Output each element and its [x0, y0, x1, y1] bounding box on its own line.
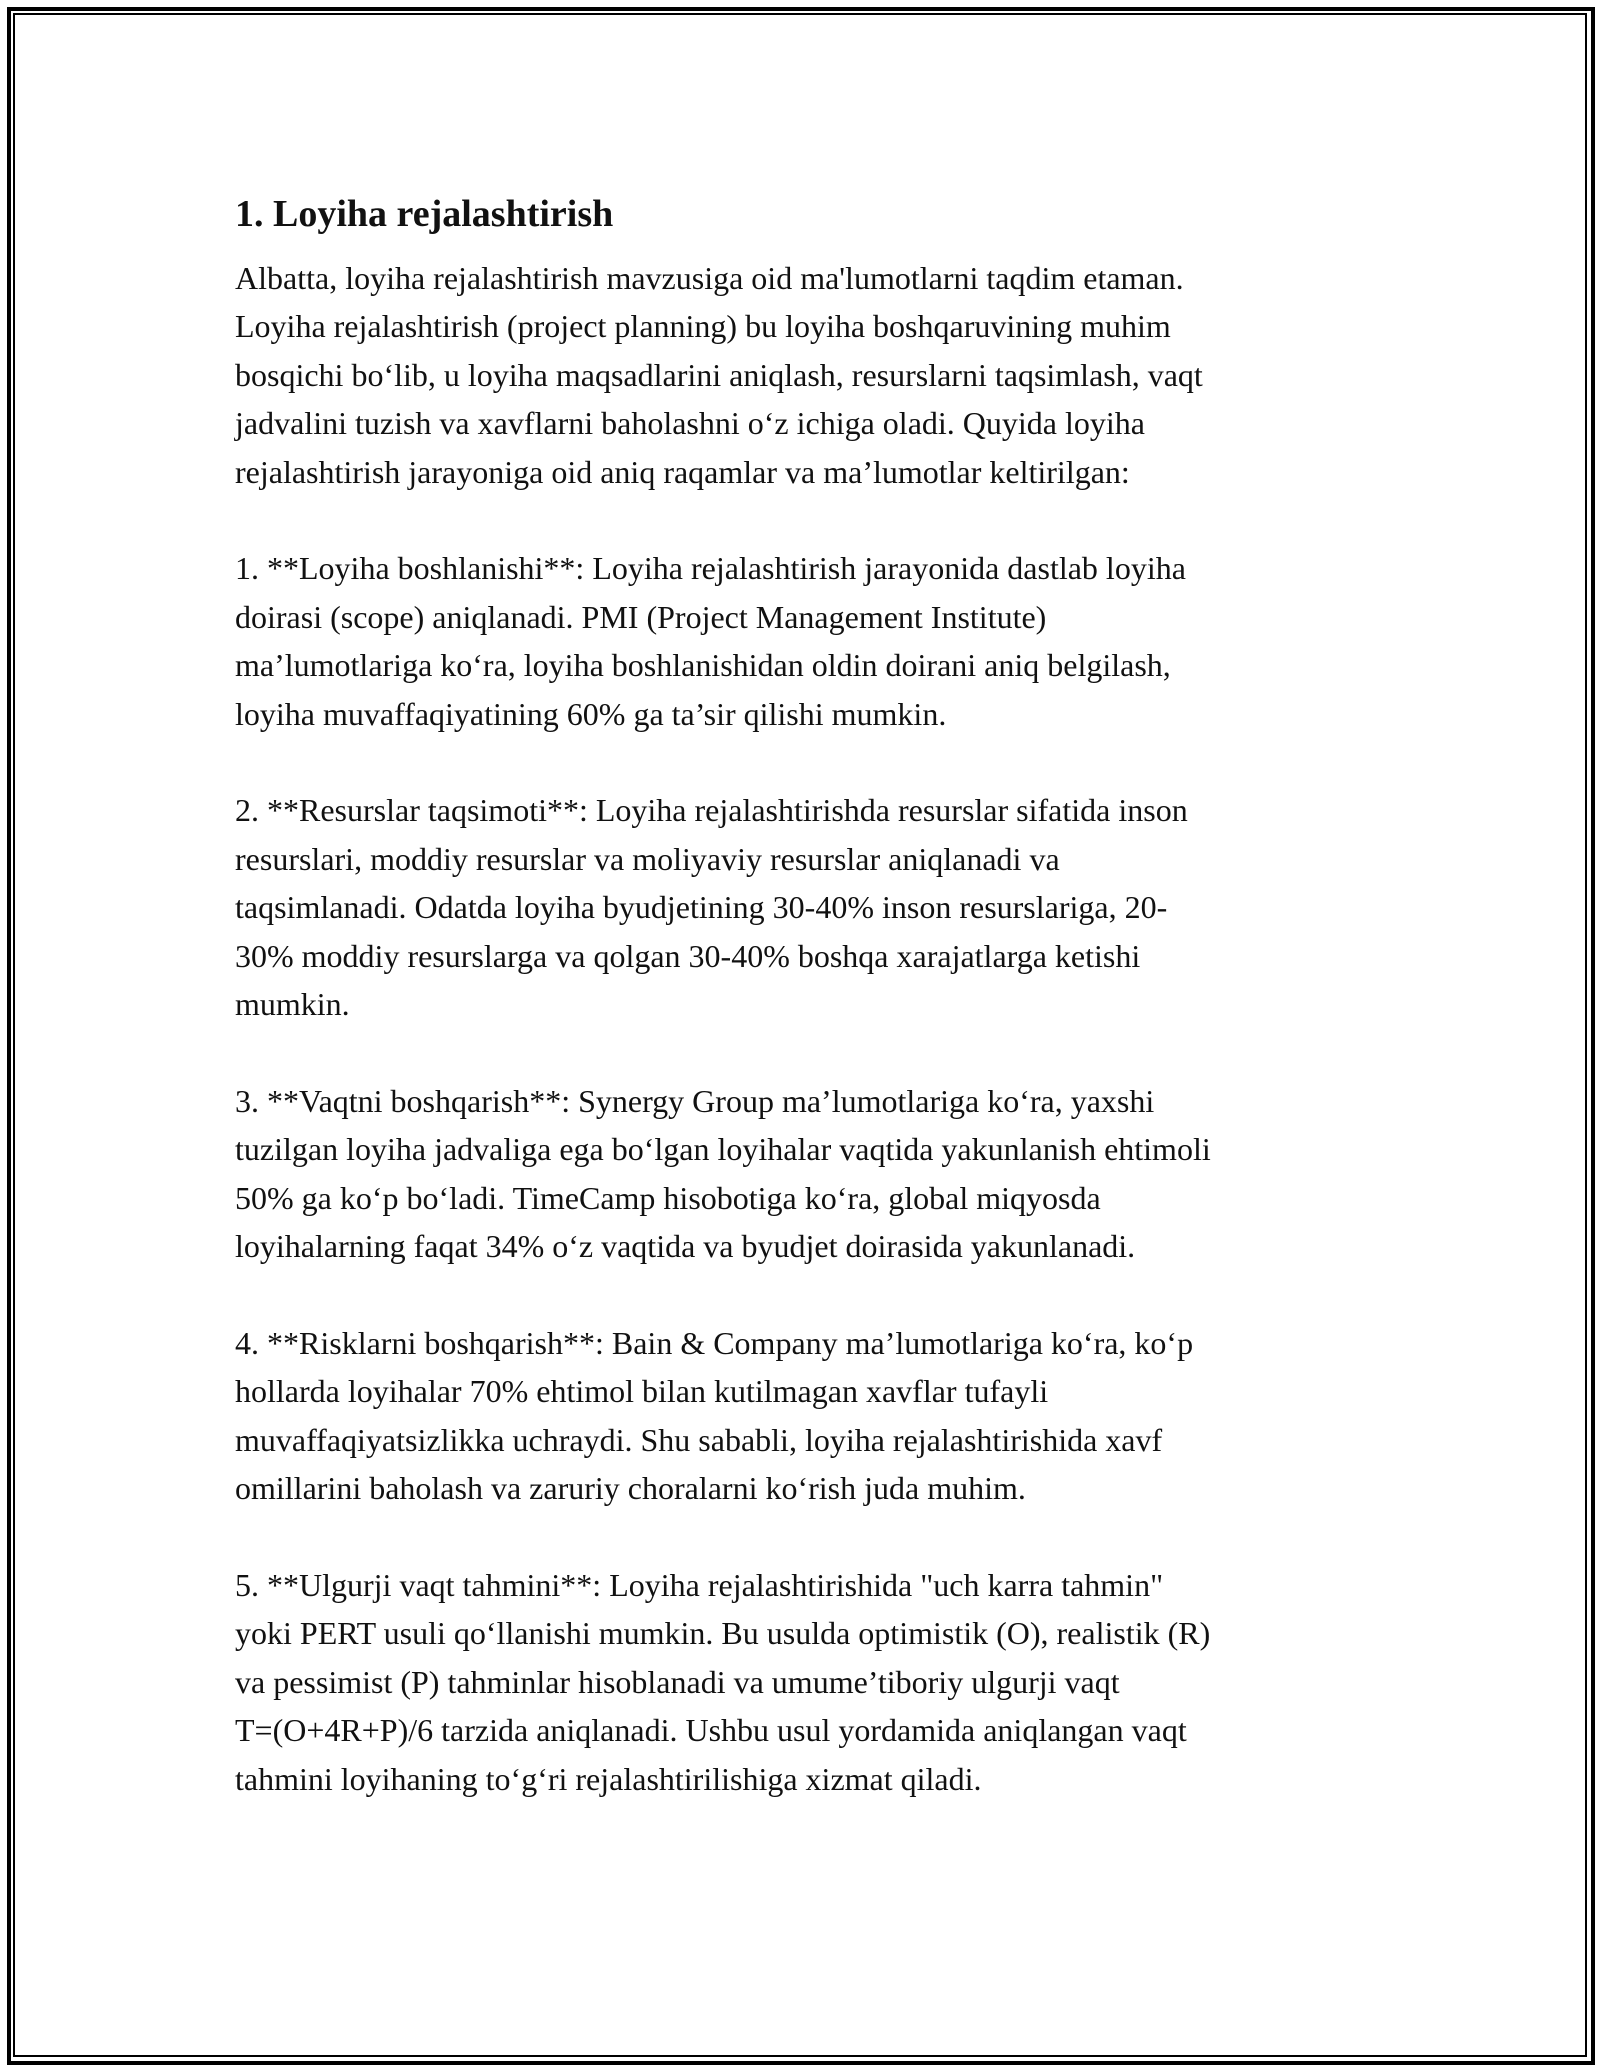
- text-line: loyihalarning faqat 34% o‘z vaqtida va byudjet doirasida yakunlanadi.: [235, 1228, 1136, 1265]
- text-line: hollarda loyihalar 70% ehtimol bilan kutilmagan xavflar tufayli: [235, 1373, 1049, 1410]
- intro-paragraph: [235, 254, 1375, 496]
- text-line: resurslari, moddiy resurslar va moliyaviy resurslar aniqlanadi va: [235, 840, 1060, 877]
- text-line: muvaffaqiyatsizlikka uchraydi. Shu sababli, loyiha rejalashtirishida xavf: [235, 1421, 1163, 1458]
- text-line: omillarini baholash va zaruriy choralarni ko‘rish juda muhim.: [235, 1470, 1026, 1507]
- text-line: Albatta, loyiha rejalashtirish mavzusiga oid ma'lumotlarni taqdim etaman.: [235, 260, 1184, 296]
- list-item-5: [235, 1561, 1375, 1803]
- text-line: va pessimist (P) tahminlar hisoblanadi va umume’tiboriy ulgurji vaqt: [235, 1663, 1120, 1700]
- text-line: doirasi (scope) aniqlanadi. PMI (Project Management Institute): [235, 598, 1047, 635]
- text-line: jadvalini tuzish va xavflarni baholashni o‘z ichiga oladi. Quyida loyiha: [235, 405, 1145, 442]
- list-item-1: [235, 544, 1375, 738]
- text-line: 4. **Risklarni boshqarish**: Bain & Company ma’lumotlariga ko‘ra, ko‘p: [235, 1324, 1194, 1361]
- text-line: 2. **Resurslar taqsimoti**: Loyiha rejalashtirishda resurslar sifatida inson: [235, 792, 1188, 829]
- text-line: 1. **Loyiha boshlanishi**: Loyiha rejalashtirish jarayonida dastlab loyiha: [235, 550, 1186, 587]
- text-line: ma’lumotlariga ko‘ra, loyiha boshlanishidan oldin doirani aniq belgilash,: [235, 647, 1171, 684]
- text-line: 30% moddiy resurslarga va qolgan 30-40% boshqa xarajatlarga ketishi: [235, 937, 1141, 974]
- text-line: Loyiha rejalashtirish (project planning) bu loyiha boshqaruvining muhim: [235, 308, 1171, 345]
- text-line: 5. **Ulgurji vaqt tahmini**: Loyiha rejalashtirishida "uch karra tahmin": [235, 1566, 1164, 1603]
- text-line: T=(O+4R+P)/6 tarzida aniqlanadi. Ushbu usul yordamida aniqlangan vaqt: [235, 1712, 1187, 1749]
- list-item-4: [235, 1319, 1375, 1513]
- document-body: [235, 186, 1375, 1851]
- text-line: tahmini loyihaning to‘g‘ri rejalashtirilishiga xizmat qiladi.: [235, 1760, 982, 1797]
- text-line: 3. **Vaqtni boshqarish**: Synergy Group ma’lumotlariga ko‘ra, yaxshi: [235, 1082, 1155, 1119]
- section-heading: 1. Loyiha rejalashtirish: [235, 193, 614, 235]
- text-line: taqsimlanadi. Odatda loyiha byudjetining 30-40% inson resurslariga, 20-: [235, 889, 1168, 926]
- text-line: 50% ga ko‘p bo‘ladi. TimeCamp hisobotiga ko‘ra, global miqyosda: [235, 1179, 1101, 1216]
- text-line: bosqichi bo‘lib, u loyiha maqsadlarini aniqlash, resurslarni taqsimlash, vaqt: [235, 356, 1203, 393]
- text-line: tuzilgan loyiha jadvaliga ega bo‘lgan loyihalar vaqtida yakunlanish ehtimoli: [235, 1131, 1211, 1168]
- text-line: loyiha muvaffaqiyatining 60% ga ta’sir qilishi mumkin.: [235, 695, 947, 732]
- list-item-3: [235, 1077, 1375, 1271]
- text-line: rejalashtirish jarayoniga oid aniq raqamlar va ma’lumotlar keltirilgan:: [235, 453, 1130, 490]
- text-line: mumkin.: [235, 986, 350, 1023]
- list-item-2: [235, 786, 1375, 1028]
- text-line: yoki PERT usuli qo‘llanishi mumkin. Bu usulda optimistik (O), realistik (R): [235, 1615, 1211, 1652]
